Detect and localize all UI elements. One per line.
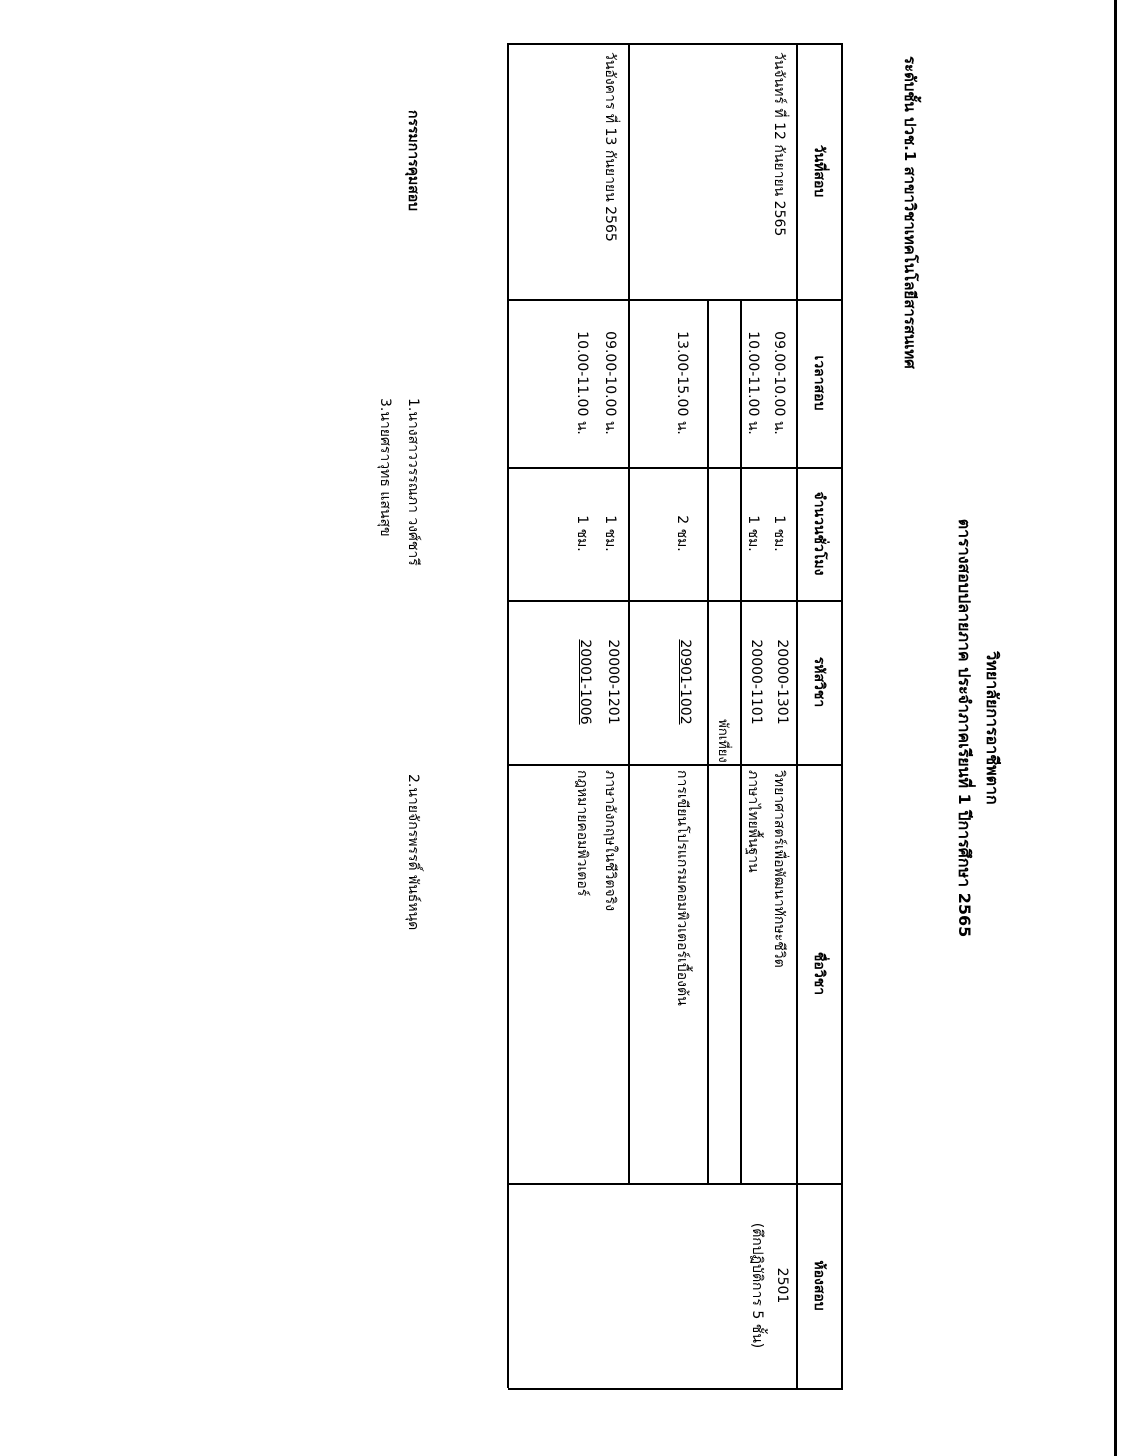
committee-label: กรรมการคุมสอบ: [405, 110, 421, 212]
committee-member-2: 2.นายจักรพรรดิ์ พันธ์หนุด: [405, 774, 421, 931]
row1-name: วิทยาศาสตร์เพื่อพัฒนาทักษะชีวิต: [771, 770, 787, 968]
row5-name: กฎหมายคอมพิวเตอร์: [574, 770, 590, 897]
row5-hours: 1 ชม.: [574, 515, 590, 552]
row3-name: การเขียนโปรแกรมคอมพิวเตอร์เบื้องต้น: [674, 770, 690, 1006]
header-subject-name: ชื่อวิชา: [811, 951, 827, 996]
committee-member-1: 1.นางสาววรรณภา วงศ์ชารี: [405, 398, 421, 566]
header-exam-room: ห้องสอบ: [811, 1260, 827, 1311]
row4-name: ภาษาอังกฤษในชีวิตจริง: [602, 770, 618, 912]
row3-hours: 2 ชม.: [674, 515, 690, 552]
day1-date: วันจันทร์ ที่ 12 กันยายน 2565: [771, 52, 787, 237]
row2-hours: 1 ชม.: [745, 515, 761, 552]
level-line: ระดับชั้น ปวช.1 สาขาวิชาเทคโนโลยีสารสนเทศ: [901, 56, 919, 369]
row4-code: 20000-1201: [605, 639, 621, 725]
row2-code: 20000-1101: [748, 639, 764, 725]
lunch-break-label: พักเที่ยง: [715, 719, 730, 763]
row4-hours: 1 ชม.: [602, 515, 618, 552]
row5-code: 20001-1006: [577, 639, 593, 725]
header-exam-time: เวลาสอบ: [811, 355, 827, 411]
room-number: 2501: [774, 1267, 790, 1304]
row5-time: 10.00-11.00 น.: [574, 331, 590, 435]
row4-time: 09.00-10.00 น.: [602, 331, 618, 435]
row1-hours: 1 ชม.: [771, 515, 787, 552]
row3-time: 13.00-15.00 น.: [674, 331, 690, 435]
schedule-title: ตารางสอบปลายภาค ประจำภาคเรียนที่ 1 ปีการศึกษา 2565: [955, 518, 974, 938]
row2-time: 10.00-11.00 น.: [745, 331, 761, 435]
day2-date: วันอังคาร ที่ 13 กันยายน 2565: [602, 52, 618, 242]
row1-time: 09.00-10.00 น.: [771, 331, 787, 435]
row3-code: 20901-1002: [677, 639, 693, 725]
header-subject-code: รหัสวิชา: [811, 656, 827, 708]
college-title: วิทยาลัยการอาชีพตาก: [983, 651, 1002, 805]
room-building: (ตึกปฏิบัติการ 5 ชั้น): [749, 1222, 765, 1349]
committee-member-3: 3.นายศราวุทธ แสนสุข: [377, 398, 393, 537]
header-hours: จำนวนชั่วโมง: [811, 491, 827, 576]
row2-name: ภาษาไทยพื้นฐาน: [745, 770, 761, 873]
row1-code: 20000-1301: [774, 639, 790, 725]
header-exam-date: วันที่สอบ: [811, 144, 827, 198]
